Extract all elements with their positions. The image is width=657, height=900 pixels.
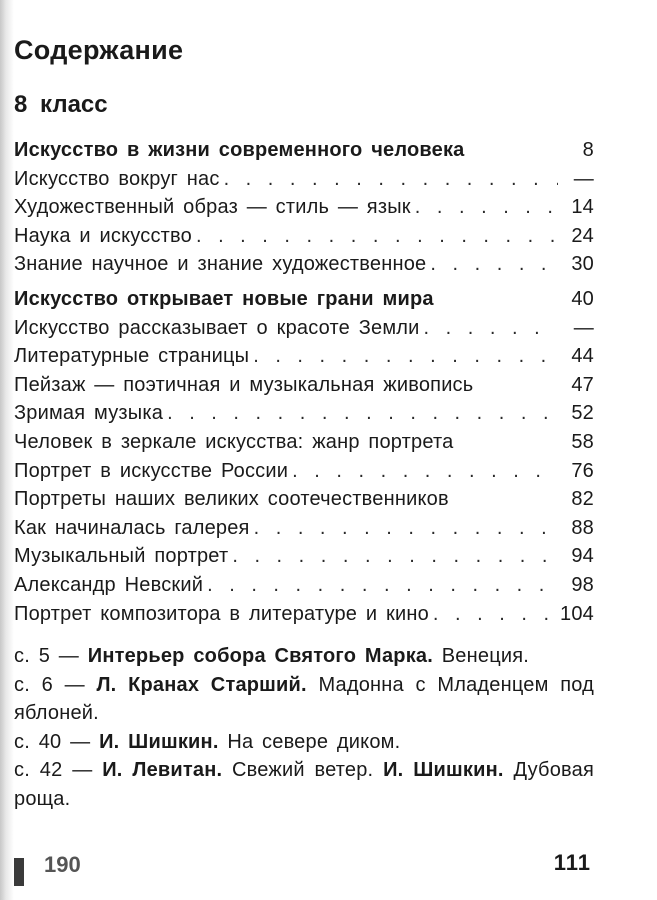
- toc-entry: [14, 485, 594, 514]
- dot-leader: [232, 542, 558, 571]
- toc-entry: [14, 428, 594, 457]
- toc-entry-title: Музыкальный портрет: [14, 545, 229, 568]
- toc-entry: [14, 571, 594, 600]
- toc-entry: [14, 399, 594, 428]
- note-artwork-name: Л. Кранах Старший.: [96, 673, 307, 696]
- toc-entry-title: Искусство открывает новые грани мира: [14, 287, 434, 310]
- note-text: с. 42 —: [14, 759, 103, 782]
- toc-entry: [14, 136, 594, 165]
- dot-leader: [253, 342, 558, 371]
- toc-entry-page: 98: [571, 573, 594, 596]
- note-text: Венеция.: [433, 645, 530, 668]
- toc-entry-page: 40: [571, 287, 594, 310]
- toc-entry-title: Художественный образ — стиль — язык: [14, 196, 411, 219]
- toc-entry-title: Александр Невский: [14, 573, 204, 596]
- toc-entry: [14, 342, 594, 371]
- toc-page-number: 111: [553, 850, 591, 875]
- note-artwork-name: И. Шишкин.: [383, 759, 504, 782]
- toc-entry-page: 14: [571, 196, 594, 219]
- dot-leader: [254, 514, 558, 543]
- note-text: с. 5 —: [14, 645, 88, 668]
- toc-entry: [14, 457, 594, 486]
- toc-entry-page: 52: [571, 402, 594, 425]
- toc-entry-page: —: [573, 316, 594, 339]
- dot-leader: [167, 399, 558, 428]
- toc-entry: [14, 371, 594, 400]
- toc-entry-title: Портреты наших великих соотечественников: [14, 488, 449, 511]
- note-text: Свежий ветер.: [222, 759, 384, 782]
- note-text: Мадонна с Младенцем под яблоней.: [14, 673, 594, 725]
- footer-marker-bar: [14, 858, 24, 886]
- toc-entry-page: 8: [582, 139, 594, 161]
- note-text: с. 6 —: [14, 673, 97, 696]
- toc-entry-page: 88: [571, 516, 594, 539]
- toc-entry-title: Портрет в искусстве России: [14, 459, 289, 482]
- toc-entry-page: 24: [571, 224, 594, 247]
- toc-entry-title: Знание научное и знание художественное: [14, 253, 427, 276]
- note-artwork-name: И. Левитан.: [102, 759, 223, 782]
- dot-leader: [292, 457, 558, 486]
- toc-entry-page: 94: [571, 545, 594, 568]
- toc-entry-page: 104: [560, 602, 594, 625]
- toc-entry: [14, 542, 594, 571]
- toc-entry-title: Портрет композитора в литературе и кино: [14, 602, 429, 625]
- contents-block: [14, 30, 594, 814]
- illustration-note: [14, 728, 594, 757]
- illustration-note: [14, 756, 594, 813]
- note-text: с. 40 —: [14, 730, 100, 753]
- dot-leader: [415, 193, 558, 222]
- toc-entry-page: 82: [571, 488, 594, 511]
- toc-entry-page: —: [573, 167, 594, 190]
- toc-entry-title: Зримая музыка: [14, 402, 164, 425]
- toc-entry-title: Как начиналась галерея: [14, 516, 250, 539]
- dot-leader: [224, 165, 558, 194]
- note-artwork-name: Интерьер собора Святого Марка.: [87, 645, 434, 668]
- note-text: На севере диком.: [218, 730, 401, 753]
- toc-entry: [14, 222, 594, 251]
- toc-entry-page: 30: [571, 253, 594, 276]
- illustration-note: [14, 671, 594, 728]
- toc-entry-title: Человек в зеркале искусства: жанр портрета: [14, 430, 454, 453]
- book-page-number: 190: [44, 852, 81, 877]
- illustration-note: [14, 642, 594, 671]
- page-footer: [0, 840, 657, 890]
- toc-entry-title: Искусство вокруг нас: [14, 167, 220, 190]
- illustration-notes: [14, 642, 594, 814]
- toc-entry-title: Искусство рассказывает о красоте Земли: [14, 316, 420, 339]
- page-title: Содержание: [14, 35, 184, 65]
- toc-entry-title: Искусство в жизни современного человека: [14, 139, 465, 161]
- toc-entry: [14, 600, 594, 629]
- toc-entry-page: 44: [571, 345, 594, 368]
- toc-entry-title: Пейзаж — поэтичная и музыкальная живопись: [14, 373, 474, 396]
- toc-entry: [14, 250, 594, 279]
- toc-entry: [14, 193, 594, 222]
- toc-entry-page: 76: [571, 459, 594, 482]
- dot-leader: [196, 222, 558, 251]
- dot-leader: [433, 600, 554, 629]
- note-artwork-name: И. Шишкин.: [99, 730, 219, 753]
- toc-entry-page: 58: [571, 430, 594, 453]
- toc-entry: [14, 514, 594, 543]
- dot-leader: [430, 250, 558, 279]
- dot-leader: [207, 571, 558, 600]
- toc-entry: [14, 314, 594, 343]
- table-of-contents: [14, 136, 594, 628]
- note-text: Дубовая роща.: [14, 759, 594, 811]
- toc-entry-title: Литературные страницы: [14, 345, 250, 368]
- toc-entry-title: Наука и искусство: [14, 224, 192, 247]
- toc-entry: [14, 285, 594, 314]
- toc-entry: [14, 165, 594, 194]
- toc-entry-page: 47: [571, 373, 594, 396]
- dot-leader: [424, 314, 558, 343]
- grade-heading: 8 класс: [14, 91, 108, 118]
